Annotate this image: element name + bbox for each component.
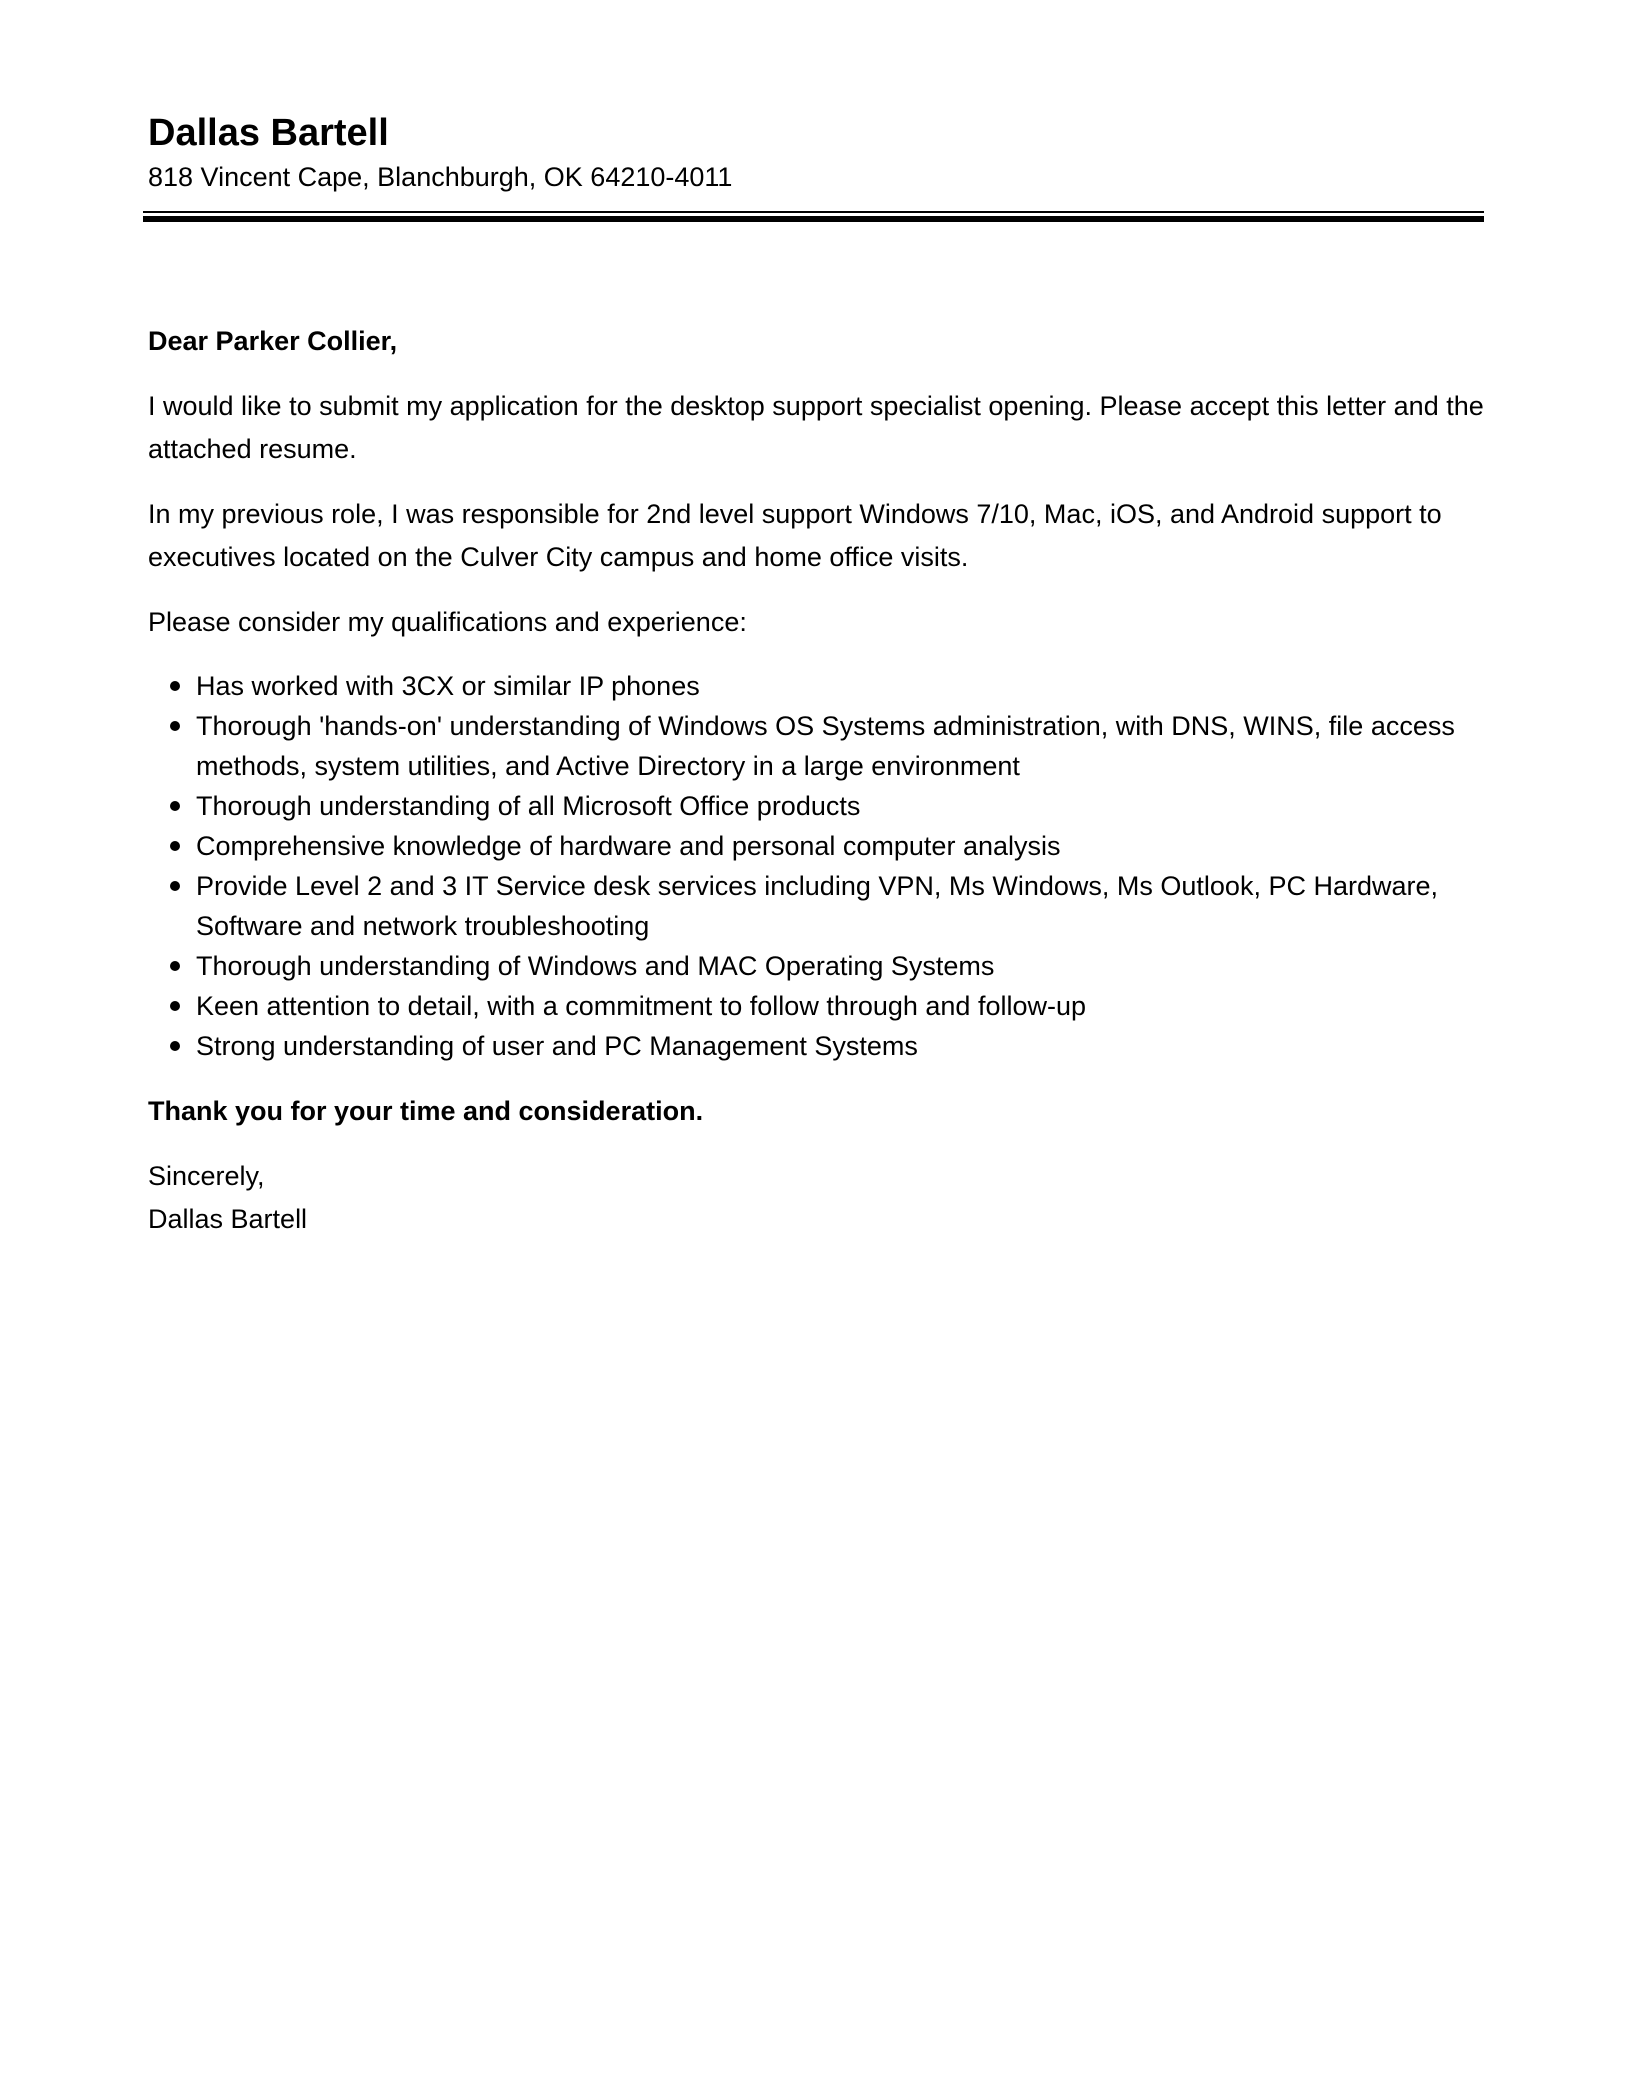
list-item	[148, 946, 1488, 986]
header-divider	[143, 211, 1484, 223]
list-item	[148, 826, 1488, 866]
bullet-icon	[170, 881, 180, 891]
list-item-text: Thorough understanding of Windows and MAC Operating Systems	[196, 951, 995, 981]
list-item	[148, 786, 1488, 826]
list-item-text: Has worked with 3CX or similar IP phones	[196, 671, 700, 701]
salutation: Dear Parker Collier,	[148, 326, 398, 356]
list-item-text: Keen attention to detail, with a commitment to follow through and follow-up	[196, 991, 1086, 1021]
list-item-text: Strong understanding of user and PC Management Systems	[196, 1031, 918, 1061]
bullet-icon	[170, 681, 180, 691]
bullet-icon	[170, 841, 180, 851]
bullet-icon	[170, 1041, 180, 1051]
bullet-icon	[170, 721, 180, 731]
paragraph-intro: I would like to submit my application for the desktop support specialist opening. Please accept this letter and the attached resume.	[148, 391, 1484, 464]
list-item	[148, 706, 1488, 786]
list-item-text: Thorough understanding of all Microsoft Office products	[196, 791, 861, 821]
list-item-text: Thorough 'hands-on' understanding of Windows OS Systems administration, with DNS, WINS, file access methods, system utilities, and Active Directory in a large environment	[196, 711, 1455, 781]
divider-thick-line	[143, 216, 1484, 222]
list-item-text: Comprehensive knowledge of hardware and personal computer analysis	[196, 831, 1061, 861]
signature-name: Dallas Bartell	[148, 1204, 308, 1234]
qualifications-list	[148, 666, 1488, 1066]
list-item	[148, 666, 1488, 706]
list-item	[148, 866, 1488, 946]
paragraph-previous-role: In my previous role, I was responsible for 2nd level support Windows 7/10, Mac, iOS, and Android support to executives located on the Culver City campus and home office visits.	[148, 499, 1442, 572]
bullet-icon	[170, 1001, 180, 1011]
list-item-text: Provide Level 2 and 3 IT Service desk services including VPN, Ms Windows, Ms Outlook, PC Hardware, Software and network troubleshooting	[196, 871, 1438, 941]
bullet-icon	[170, 801, 180, 811]
paragraph-qualifications-lead: Please consider my qualifications and experience:	[148, 607, 747, 637]
closing-line: Thank you for your time and consideration.	[148, 1096, 704, 1126]
letter-body	[148, 320, 1488, 1241]
sender-address: 818 Vincent Cape, Blanchburgh, OK 64210-4011	[148, 162, 733, 192]
divider-thin-line	[143, 211, 1484, 213]
list-item	[148, 986, 1488, 1026]
list-item	[148, 1026, 1488, 1066]
letter-header	[148, 110, 1632, 194]
bullet-icon	[170, 961, 180, 971]
sender-name: Dallas Bartell	[148, 112, 389, 154]
signoff: Sincerely,	[148, 1161, 265, 1191]
